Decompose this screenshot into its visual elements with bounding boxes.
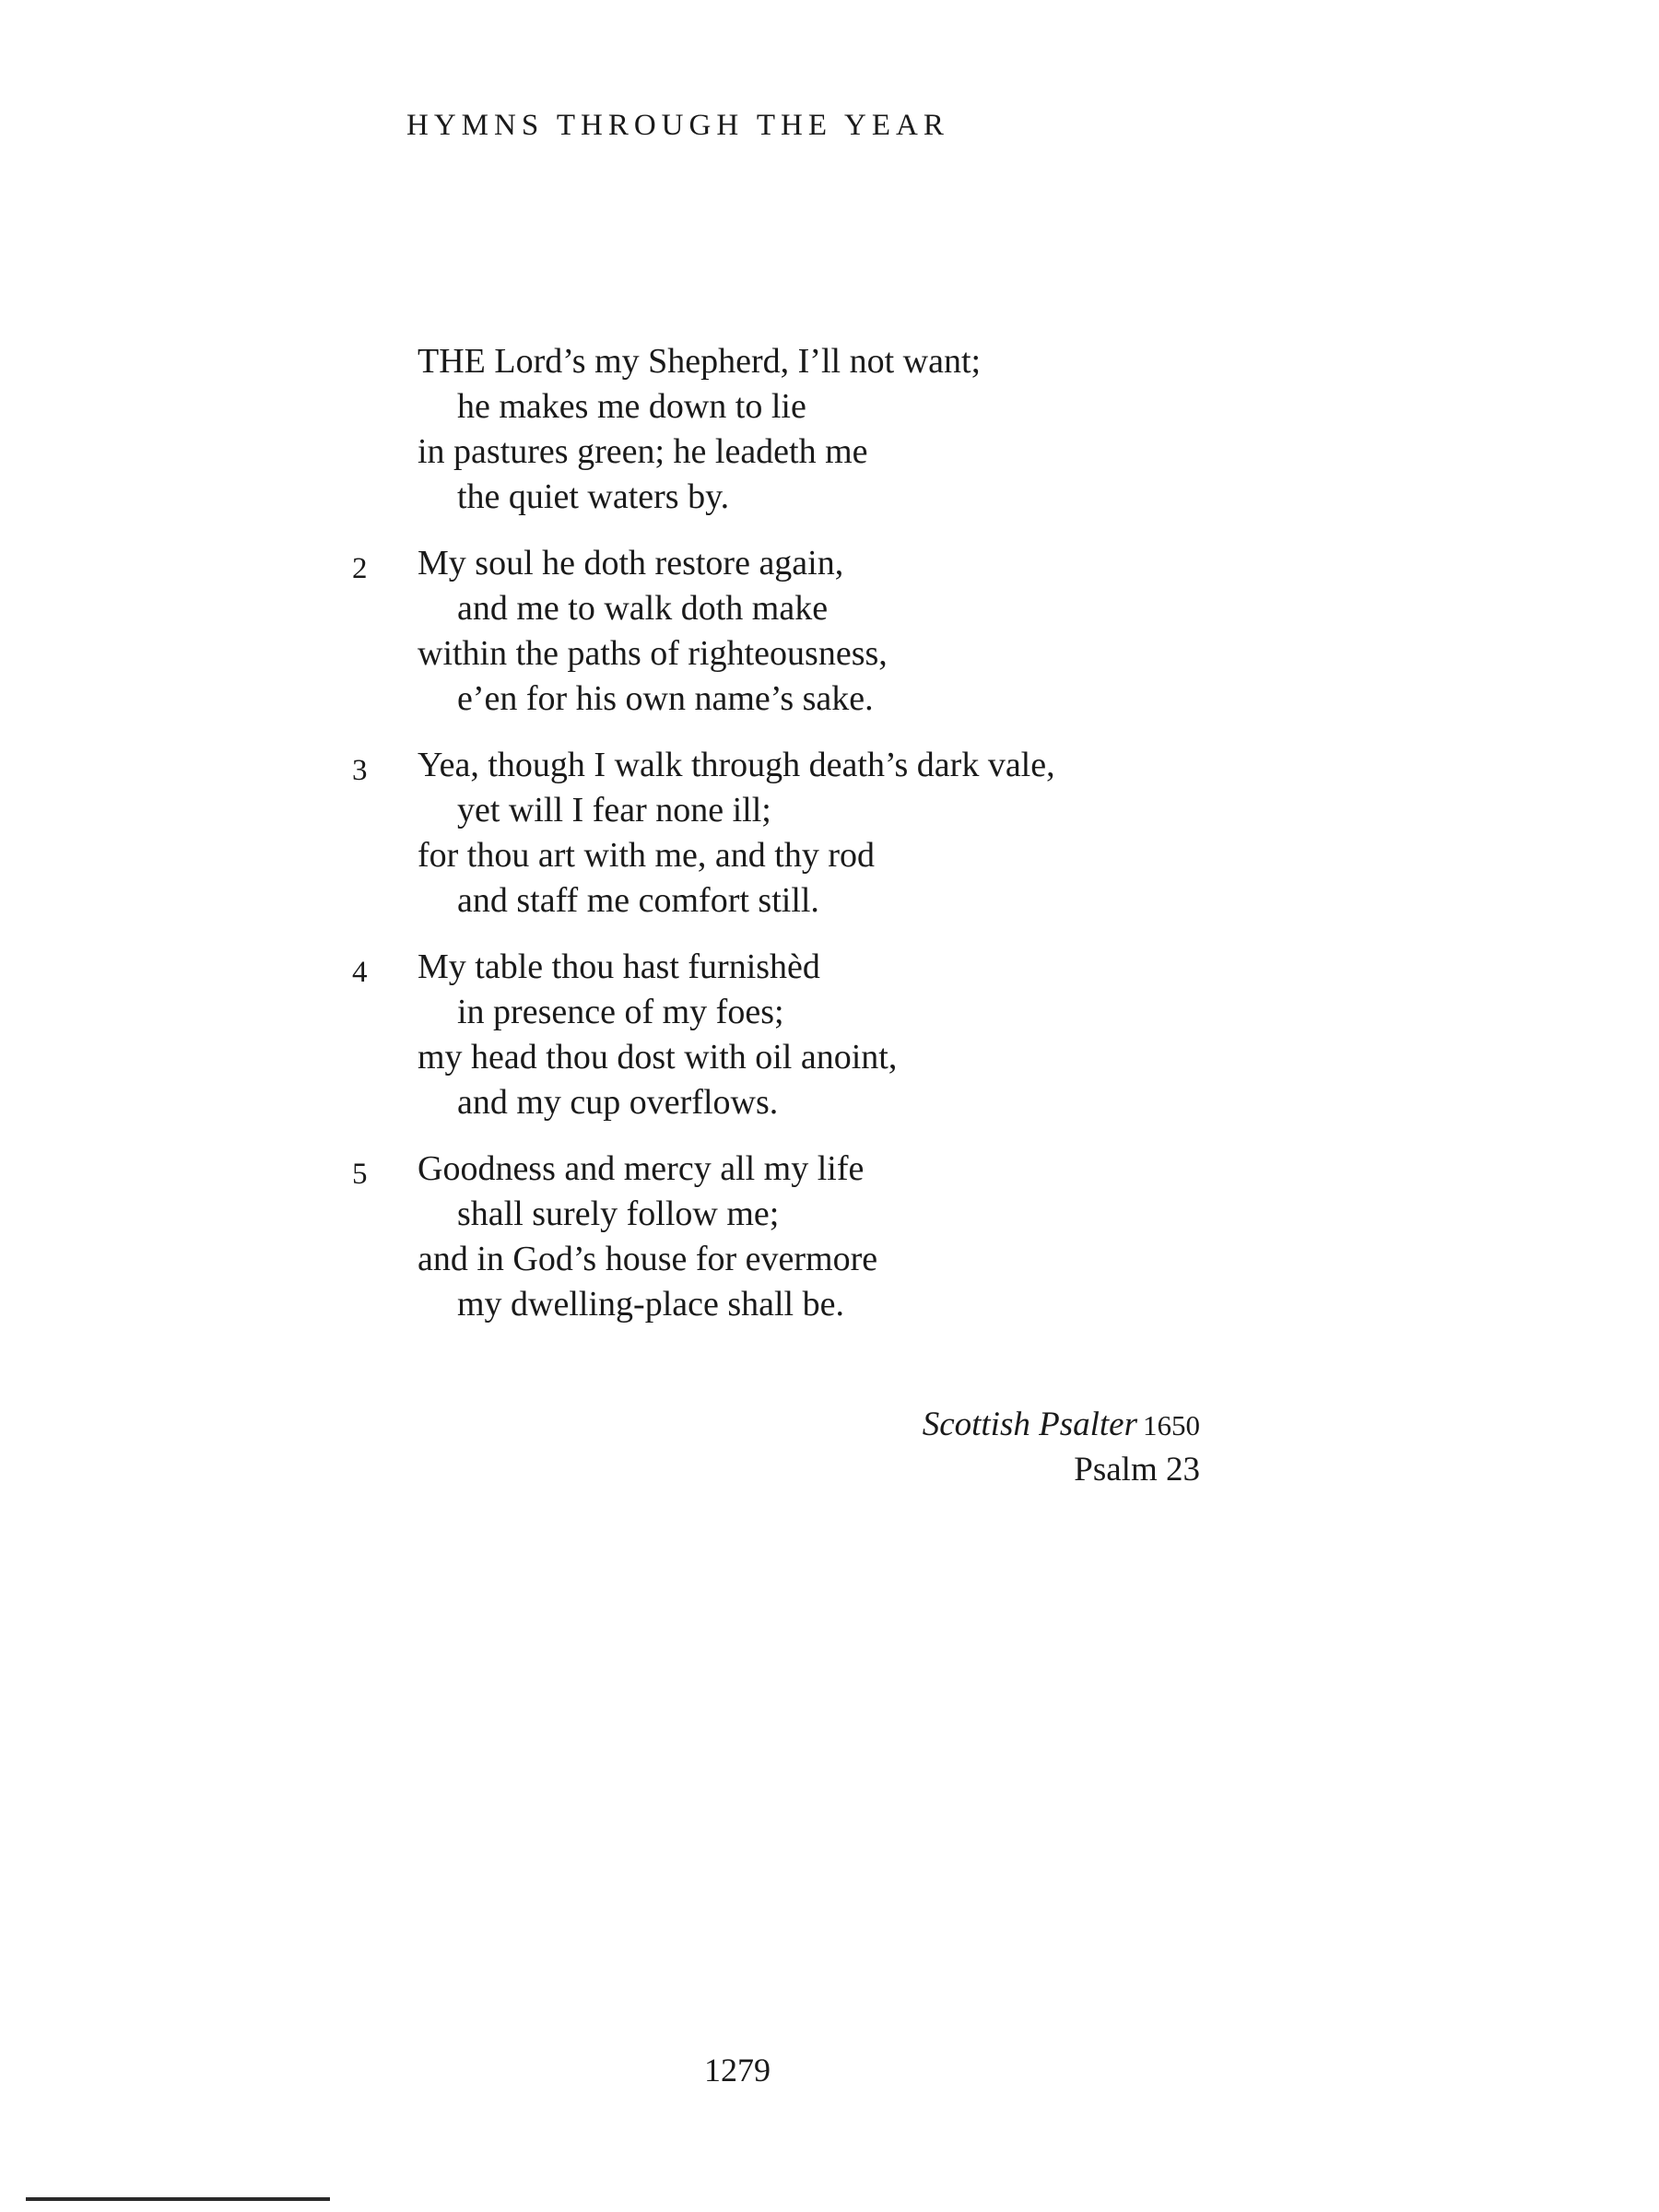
attribution-year: 1650: [1143, 1409, 1200, 1441]
verse-line: my dwelling-place shall be.: [457, 1285, 844, 1324]
verse-1: [343, 339, 1265, 520]
verse-5: [343, 1147, 1265, 1327]
verse-line: yet will I fear none ill;: [457, 791, 771, 830]
verse-4: [343, 945, 1265, 1125]
page-edge-rule: [26, 2197, 330, 2201]
verse-number: 4: [352, 956, 368, 989]
page-number: 1279: [704, 2052, 771, 2088]
verse-line: Goodness and mercy all my life: [418, 1149, 865, 1188]
verse-line: e’en for his own name’s sake.: [457, 679, 874, 718]
verse-line: and staff me comfort still.: [457, 881, 819, 920]
verse-line: my head thou dost with oil anoint,: [418, 1038, 898, 1077]
verse-line: within the paths of righteousness,: [418, 634, 888, 673]
verse-line: THE Lord’s my Shepherd, I’ll not want;: [418, 342, 982, 381]
running-title: HYMNS THROUGH THE YEAR: [406, 109, 949, 142]
verse-line: shall surely follow me;: [457, 1194, 780, 1233]
verse-line: and in God’s house for evermore: [418, 1240, 878, 1278]
verse-line: in pastures green; he leadeth me: [418, 432, 868, 471]
verse-line: Yea, though I walk through death’s dark vale,: [418, 746, 1055, 784]
verse-number: 2: [352, 552, 368, 585]
attribution: [923, 1403, 1200, 1492]
verse-line: he makes me down to lie: [457, 387, 806, 426]
verse-2: [343, 541, 1265, 722]
verse-line: and my cup overflows.: [457, 1083, 779, 1122]
verse-line: for thou art with me, and thy rod: [418, 836, 876, 875]
attribution-psalm: Psalm 23: [1074, 1451, 1200, 1488]
verse-line: in presence of my foes;: [457, 993, 784, 1031]
verse-line: My soul he doth restore again,: [418, 544, 844, 582]
verse-3: [343, 743, 1265, 924]
attribution-source: Scottish Psalter: [922, 1406, 1137, 1443]
verse-number: 5: [352, 1158, 368, 1191]
verse-line: and me to walk doth make: [457, 589, 829, 628]
verse-number: 3: [352, 754, 368, 787]
verse-line: the quiet waters by.: [457, 477, 730, 516]
attribution-source-line: [923, 1403, 1200, 1448]
hymn-text: [343, 339, 1265, 1348]
verse-line: My table thou hast furnishèd: [418, 947, 820, 986]
